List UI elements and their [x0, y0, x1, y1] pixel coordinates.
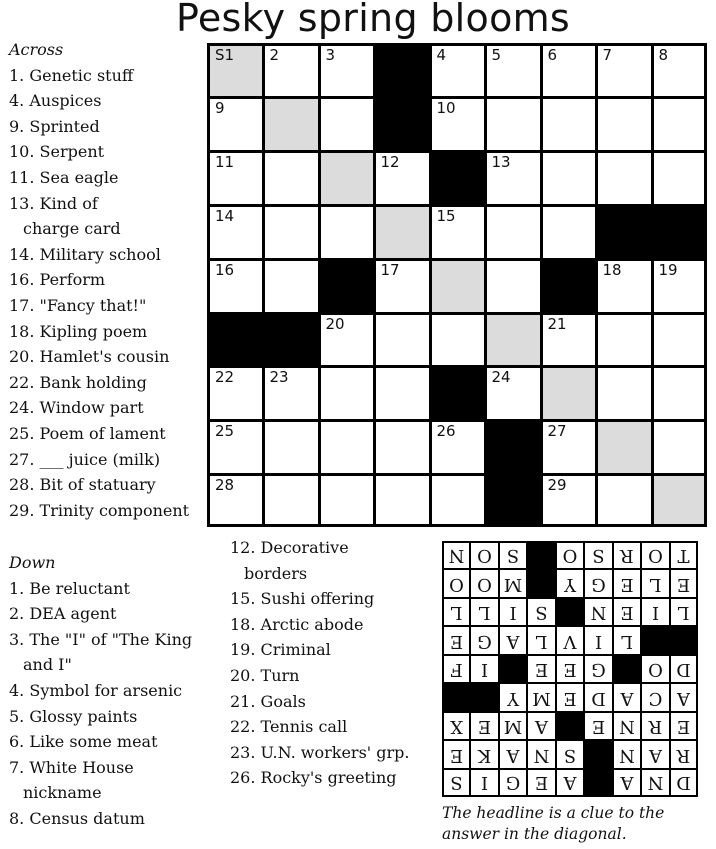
clue-number: 26	[436, 421, 456, 440]
grid-cell	[210, 207, 262, 258]
solution-letter: E	[671, 713, 696, 739]
grid-cell	[210, 368, 262, 419]
down-clues	[9, 550, 192, 832]
clue-number: 7	[602, 46, 613, 64]
black-square	[598, 207, 651, 258]
solution-letter: Y	[500, 684, 526, 711]
clue-number: 15	[436, 206, 456, 225]
grid-cell	[321, 476, 373, 525]
down-heading: Down	[9, 553, 56, 572]
clue: 20. Turn	[230, 665, 300, 685]
diagonal-cell	[376, 207, 429, 258]
grid-cell	[265, 422, 318, 473]
clue: 23. U.N. workers' grp.	[230, 742, 410, 762]
clue-continuation: nickname	[23, 783, 102, 803]
solution-letter: R	[642, 713, 669, 739]
solution-letter: E	[528, 770, 555, 795]
footnote: The headline is a clue to the answer in the diagonal.	[442, 804, 665, 843]
clue-number: 25	[215, 421, 235, 440]
clue-number: 2	[269, 46, 280, 64]
solution-letter: L	[671, 599, 696, 625]
grid-cell	[598, 153, 651, 204]
black-square	[487, 476, 540, 525]
clue-continuation: charge card	[23, 219, 121, 239]
grid-cell	[321, 368, 373, 419]
clue: 17. "Fancy that!"	[9, 295, 147, 315]
solution-letter: A	[557, 770, 583, 795]
solution-black-square	[614, 656, 640, 682]
black-square	[210, 315, 262, 365]
black-square	[654, 207, 705, 258]
clue-number: 9	[215, 98, 225, 117]
solution-letter: G	[585, 570, 612, 597]
solution-letter: O	[471, 570, 498, 597]
solution-letter: E	[528, 656, 555, 682]
clue: 2. DEA agent	[9, 604, 117, 624]
diagonal-cell	[543, 368, 595, 419]
grid-cell	[543, 476, 595, 525]
grid-cell	[598, 315, 651, 365]
grid-cell	[432, 315, 484, 365]
across-clues	[9, 37, 189, 523]
grid-cell	[654, 315, 705, 365]
grid-cell	[321, 46, 373, 96]
clue: 12. Decorative	[230, 538, 349, 557]
clue-number: 6	[547, 46, 558, 64]
clue-number: 5	[491, 46, 502, 64]
clue: 24. Window part	[9, 398, 144, 418]
grid-cell	[487, 207, 540, 258]
solution-letter: I	[642, 599, 669, 625]
solution-letter: A	[500, 741, 526, 768]
clue-number: 14	[215, 206, 235, 225]
grid-cell	[376, 315, 429, 365]
clue: 26. Rocky's greeting	[230, 768, 397, 788]
grid-cell	[487, 46, 540, 96]
diagonal-cell	[210, 46, 262, 96]
grid-cell	[210, 476, 262, 525]
solution-black-square	[585, 741, 612, 768]
clue-number: 28	[215, 475, 235, 494]
solution-letter: A	[614, 684, 640, 711]
diagonal-cell	[487, 315, 540, 365]
solution-letter: D	[671, 656, 696, 682]
solution-black-square	[557, 713, 583, 739]
clue-number: S1	[215, 46, 235, 64]
grid-cell	[598, 261, 651, 312]
clue: 4. Symbol for arsenic	[9, 680, 183, 700]
grid-cell	[598, 46, 651, 96]
solution-letter: F	[444, 656, 469, 682]
solution-letter: K	[471, 741, 498, 768]
solution-letter: N	[614, 741, 640, 768]
grid-cell	[598, 368, 651, 419]
grid-cell	[598, 99, 651, 150]
diagonal-cell	[432, 261, 484, 312]
clue: 7. White House	[9, 757, 134, 777]
solution-letter: L	[471, 599, 498, 625]
grid-cell	[265, 261, 318, 312]
solution-letter: L	[614, 627, 640, 654]
solution-black-square	[528, 570, 555, 597]
puzzle-title: Pesky spring blooms	[176, 0, 571, 40]
clue: 15. Sushi offering	[230, 589, 375, 609]
clue-number: 11	[215, 152, 235, 171]
clue-number: 12	[380, 152, 400, 171]
solution-letter: I	[471, 656, 498, 682]
solution-letter: E	[614, 570, 640, 597]
clue-number: 23	[269, 367, 289, 386]
clue: 11. Sea eagle	[9, 167, 119, 187]
grid-cell	[598, 476, 651, 525]
grid-cell	[654, 261, 705, 312]
grid-cell	[654, 46, 705, 96]
grid-cell	[321, 99, 373, 150]
grid-cell	[210, 422, 262, 473]
grid-cell	[376, 476, 429, 525]
solution-letter: S	[528, 599, 555, 625]
grid-cell	[543, 315, 595, 365]
black-square	[543, 261, 595, 312]
clue-number: 8	[658, 46, 669, 64]
clue: 22. Tennis call	[230, 717, 348, 737]
solution-letter: S	[557, 741, 583, 768]
grid-cell	[210, 99, 262, 150]
clue-number: 13	[491, 152, 511, 171]
solution-letter: E	[471, 713, 498, 739]
grid-cell	[265, 476, 318, 525]
grid-cell	[321, 207, 373, 258]
black-square	[376, 46, 429, 96]
clue-number: 10	[436, 98, 456, 117]
solution-letter: M	[500, 713, 526, 739]
grid-cell	[265, 368, 318, 419]
solution-letter: D	[585, 684, 612, 711]
clue: 18. Kipling poem	[9, 321, 148, 341]
solution-letter: R	[614, 543, 640, 568]
solution-letter: L	[528, 627, 555, 654]
grid-cell	[543, 99, 595, 150]
solution-letter: S	[500, 543, 526, 568]
diagonal-cell	[265, 99, 318, 150]
grid-cell	[432, 99, 484, 150]
clue: 27. ___ juice (milk)	[9, 449, 161, 469]
solution-letter: N	[444, 543, 469, 568]
solution-letter: O	[642, 543, 669, 568]
clue: 8. Census datum	[9, 808, 145, 828]
solution-grid-upside-down	[442, 541, 698, 797]
grid-cell	[321, 315, 373, 365]
clue-continuation: borders	[244, 563, 308, 583]
down-clues-continued	[230, 535, 409, 791]
grid-cell	[265, 46, 318, 96]
clue: 16. Perform	[9, 270, 106, 290]
clue: 19. Criminal	[230, 640, 331, 660]
clue: 9. Sprinted	[9, 116, 100, 136]
clue: 18. Arctic abode	[230, 614, 364, 634]
solution-letter: C	[642, 684, 669, 711]
grid-cell	[376, 261, 429, 312]
solution-black-square	[585, 770, 612, 795]
clue-number: 21	[547, 314, 567, 333]
solution-letter: I	[585, 627, 612, 654]
solution-letter: E	[557, 656, 583, 682]
clue-number: 27	[547, 421, 567, 440]
solution-black-square	[557, 599, 583, 625]
grid-cell	[543, 422, 595, 473]
across-heading: Across	[9, 40, 64, 59]
grid-cell	[543, 153, 595, 204]
clue: 28. Bit of statuary	[9, 475, 156, 495]
diagonal-cell	[598, 422, 651, 473]
crossword-grid	[207, 43, 707, 527]
grid-cell	[432, 207, 484, 258]
solution-letter: M	[500, 570, 526, 597]
solution-letter: N	[585, 599, 612, 625]
solution-letter: A	[528, 713, 555, 739]
solution-letter: I	[500, 599, 526, 625]
clue-number: 20	[325, 314, 345, 333]
solution-letter: O	[471, 543, 498, 568]
grid-cell	[487, 99, 540, 150]
grid-cell	[487, 153, 540, 204]
grid-cell	[265, 153, 318, 204]
solution-letter: N	[528, 741, 555, 768]
clue-number: 17	[380, 260, 400, 279]
clue: 29. Trinity component	[9, 500, 190, 520]
solution-black-square	[471, 684, 498, 711]
grid-cell	[487, 368, 540, 419]
clue: 22. Bank holding	[9, 372, 147, 392]
solution-letter: O	[444, 570, 469, 597]
clue-number: 22	[215, 367, 235, 386]
clue-number: 18	[602, 260, 622, 279]
black-square	[321, 261, 373, 312]
grid-cell	[487, 261, 540, 312]
solution-letter: L	[444, 599, 469, 625]
solution-letter: T	[671, 543, 696, 568]
grid-cell	[654, 368, 705, 419]
solution-black-square	[500, 656, 526, 682]
black-square	[265, 315, 318, 365]
solution-black-square	[528, 543, 555, 568]
solution-letter: A	[614, 770, 640, 795]
grid-cell	[432, 422, 484, 473]
diagonal-cell	[654, 476, 705, 525]
solution-letter: E	[671, 570, 696, 597]
diagonal-cell	[321, 153, 373, 204]
solution-letter: R	[671, 741, 696, 768]
clue: 1. Be reluctant	[9, 578, 130, 598]
clue: 21. Goals	[230, 691, 306, 711]
grid-cell	[265, 207, 318, 258]
clue: 20. Hamlet's cousin	[9, 347, 170, 367]
solution-letter: N	[614, 713, 640, 739]
clue: 6. Like some meat	[9, 732, 158, 752]
clue: 4. Auspices	[9, 91, 102, 111]
solution-letter: G	[471, 627, 498, 654]
solution-letter: D	[671, 770, 696, 795]
solution-letter: Y	[557, 570, 583, 597]
grid-cell	[210, 261, 262, 312]
clue: 1. Genetic stuff	[9, 65, 134, 85]
solution-black-square	[444, 684, 469, 711]
solution-letter: M	[528, 684, 555, 711]
grid-cell	[654, 99, 705, 150]
solution-letter: X	[444, 713, 469, 739]
solution-letter: O	[642, 656, 669, 682]
solution-letter: A	[500, 627, 526, 654]
solution-letter: O	[557, 543, 583, 568]
grid-cell	[376, 153, 429, 204]
grid-cell	[376, 368, 429, 419]
clue: 5. Glossy paints	[9, 706, 138, 726]
grid-cell	[321, 422, 373, 473]
clue-number: 24	[491, 367, 511, 386]
clue-number: 19	[658, 260, 678, 279]
clue: 14. Military school	[9, 244, 161, 264]
grid-cell	[432, 46, 484, 96]
clue-number: 3	[325, 46, 336, 64]
clue: 25. Poem of lament	[9, 423, 166, 443]
solution-letter: L	[642, 570, 669, 597]
clue: 3. The "I" of "The King	[9, 629, 193, 649]
solution-letter: G	[585, 656, 612, 682]
solution-black-square	[671, 627, 696, 654]
grid-cell	[376, 422, 429, 473]
clue: 10. Serpent	[9, 142, 105, 162]
solution-letter: E	[444, 741, 469, 768]
clue-number: 29	[547, 475, 567, 494]
black-square	[432, 153, 484, 204]
black-square	[376, 99, 429, 150]
grid-cell	[543, 207, 595, 258]
solution-letter: E	[444, 627, 469, 654]
grid-cell	[543, 46, 595, 96]
grid-cell	[210, 153, 262, 204]
black-square	[432, 368, 484, 419]
solution-letter: E	[557, 684, 583, 711]
grid-cell	[432, 476, 484, 525]
solution-letter: E	[614, 599, 640, 625]
solution-black-square	[642, 627, 669, 654]
solution-letter: G	[500, 770, 526, 795]
clue-continuation: and I"	[23, 655, 72, 675]
solution-letter: I	[471, 770, 498, 795]
clue-number: 16	[215, 260, 235, 279]
clue-number: 4	[436, 46, 447, 64]
grid-cell	[654, 422, 705, 473]
solution-letter: A	[642, 741, 669, 768]
solution-letter: S	[585, 543, 612, 568]
solution-letter: S	[444, 770, 469, 795]
solution-letter: A	[671, 684, 696, 711]
solution-letter: V	[557, 627, 583, 654]
grid-cell	[654, 153, 705, 204]
solution-letter: E	[585, 713, 612, 739]
black-square	[487, 422, 540, 473]
solution-letter: N	[642, 770, 669, 795]
clue: 13. Kind of	[9, 193, 98, 213]
